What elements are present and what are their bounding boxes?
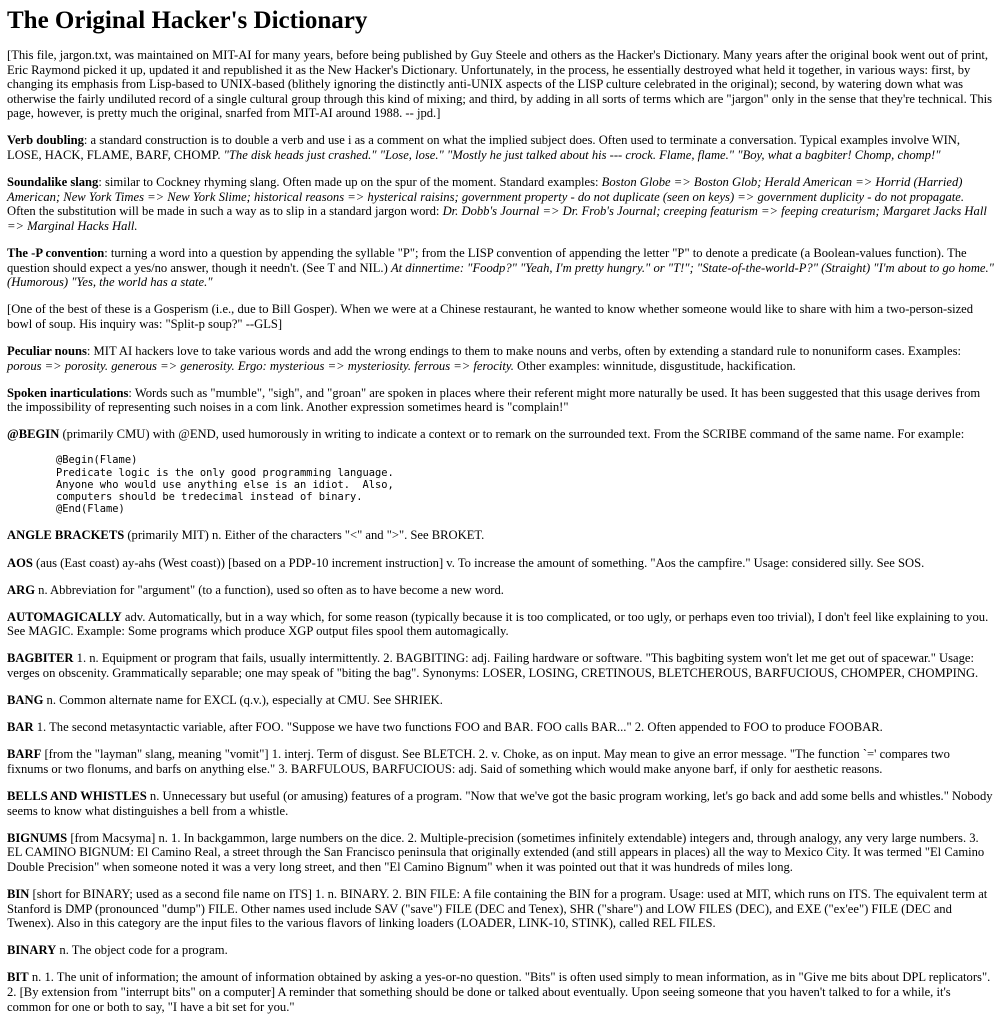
dictionary-entry <box>7 610 994 639</box>
entry-term: ARG <box>7 582 35 597</box>
entry-text: : turning a word into a question by appending the syllable "P"; from the LISP convention of appending the letter "P" to denote a predicate (a Boolean-values function). The question should expect a yes/no answer, though it needn't. (See T and NIL.) <box>7 246 967 275</box>
entry-text: : a standard construction is to double a verb and use i as a comment on what the implied subject does. Often used to terminate a conversation. Typical examples involve WIN, LOSE, HACK, FLAME, BARF, CHOMP. <box>7 133 961 163</box>
entry-examples: At dinnertime: "Foodp?" "Yeah, I'm pretty hungry." or "T!"; "State-of-the-world-P?" (Straight) "I'm about to go home." (Humorous) "Yes, the world has a state." <box>7 260 994 290</box>
entry-examples: porous => porosity. generous => generosity. Ergo: mysterious => mysteriosity. ferrous => ferocity. <box>7 358 514 373</box>
entry-verb-doubling <box>7 133 994 162</box>
dictionary-entry <box>7 693 994 708</box>
entry-text: 1. The second metasyntactic variable, after FOO. "Suppose we have two functions FOO and BAR. FOO calls BAR..." 2. Often appended to FOO to produce FOOBAR. <box>33 720 883 735</box>
entry-term: BIT <box>7 970 29 985</box>
entry-term: BELLS AND WHISTLES <box>7 789 147 804</box>
entry-examples: "The disk heads just crashed." "Lose, lose." "Mostly he just talked about his --- crock. Flame, flame." "Boy, what a bagbiter! Chomp, chomp!" <box>223 148 941 163</box>
dictionary-entry <box>7 831 994 875</box>
entry-p-convention <box>7 246 994 290</box>
page-title: The Original Hacker's Dictionary <box>7 7 368 34</box>
dictionary-entries <box>7 528 994 1014</box>
entry-term: BIGNUMS <box>7 830 68 845</box>
entry-term: @BEGIN <box>7 427 60 442</box>
entry-spoken-inarticulations <box>7 386 994 415</box>
entry-term: BARF <box>7 747 42 762</box>
entry-soundalike-slang <box>7 175 994 233</box>
entry-term: BINARY <box>7 943 57 958</box>
entry-text: [from the "layman" slang, meaning "vomit"] 1. interj. Term of disgust. See BLETCH. 2. v. Choke, as on input. May mean to give an error message. "The function `=' compares two fixnums or two flonums, and barfs on anything else." 3. BARFULOUS, BARFUCIOUS: adj. Said of something which would make anyone barf, if only for aesthetic reasons. <box>7 747 950 776</box>
dictionary-entry <box>7 651 994 680</box>
entry-term: ANGLE BRACKETS <box>7 528 125 543</box>
entry-text: 1. n. Equipment or program that fails, usually intermittently. 2. BAGBITING: adj. Failing hardware or software. "This bagbiting system won't let me get out of spacewar." Usage: verges on obscenity. Grammatically separable; one may speak of "biting the bag". Synonyms: LOSER, LOSING, CRETINOUS, BLETCHEROUS, BARFUCIOUS, CHOMPER, CHOMPING. <box>7 651 979 681</box>
entry-text: n. The object code for a program. <box>56 943 228 958</box>
dictionary-entry <box>7 970 994 1014</box>
dictionary-entry <box>7 556 994 571</box>
entry-term: Peculiar nouns <box>7 344 87 358</box>
entry-text: [short for BINARY; used as a second file name on ITS] 1. n. BINARY. 2. BIN FILE: A file containing the BIN for a program. Usage: used at MIT, which runs on ITS. The equivalent term at Stanford is DMP (pronounced "dump") FILE. Other names used include SAV ("save") FILE (DEC and Tenex), SHR ("share") and LOW FILES (DEC), and EXE ("ex'ee") FILE (DEC and Twenex). Also in this category are the input files to the various flavors of linking loaders (LOADER, LINK-10, STINK), called REL FILES. <box>7 886 988 931</box>
entry-text: adv. Automatically, but in a way which, for some reason (typically because it is too complicated, or too ugly, or perhaps even too trivial), I don't feel like explaining to you. See MAGIC. Example: Some programs which produce XGP output files spool them automagically. <box>7 609 989 639</box>
entry-text: Often the substitution will be made in such a way as to slip in a standard jargon word: <box>7 204 443 219</box>
entry-text: (aus (East coast) ay-ahs (West coast)) [based on a PDP-10 increment instruction] v. To increase the amount of something. "Aos the campfire." Usage: considered silly. See SOS. <box>32 555 925 570</box>
entry-begin <box>7 427 994 442</box>
entry-examples: Boston Globe => Boston Glob; Herald American => Horrid (Harried) American; New York Times => New York Slime; historical reasons => hysterical raisins; government property - do not duplicate (seen on keys) => government duplicity - do not propagate. <box>7 175 965 204</box>
entry-term: BAGBITER <box>7 651 74 666</box>
entry-term: AUTOMAGICALLY <box>7 609 122 624</box>
entry-term: Spoken inarticulations <box>7 385 129 400</box>
entry-term: BAR <box>7 720 34 735</box>
dictionary-entry <box>7 887 994 931</box>
entry-text: : MIT AI hackers love to take various words and add the wrong endings to them to make nouns and verbs, often by extending a standard rule to nonuniform cases. Examples: <box>86 344 962 358</box>
entry-term: Soundalike slang <box>7 175 99 190</box>
entry-text: (primarily CMU) with @END, used humorously in writing to indicate a context or to remark on the surrounded text. From the SCRIBE command of the same name. For example: <box>59 427 965 442</box>
dictionary-entry <box>7 747 994 776</box>
entry-term: BANG <box>7 693 44 708</box>
entry-examples: Dr. Dobb's Journal => Dr. Frob's Journal; creeping featurism => feeping creaturism; Margaret Jacks Hall => Marginal Hacks Hall. <box>7 204 987 233</box>
entry-text: Other examples: winnitude, disgustitude, hackification. <box>513 358 796 373</box>
entry-text: n. Abbreviation for "argument" (to a function), used so often as to have become a new word. <box>35 582 504 597</box>
code-example: @Begin(Flame) Predicate logic is the only good programming language. Anyone who would use anything else is an idiot. Also, computers should be tredecimal instead of binary. @End(Flame) <box>56 454 394 516</box>
entry-term: The -P convention <box>7 246 105 261</box>
entry-text: : Words such as "mumble", "sigh", and "groan" are spoken in places where their referent might more naturally be used. It has been suggested that this usage derives from the impossibility of representing such noises in a com link. Another expression sometimes heard is "complain!" <box>7 385 981 415</box>
entry-peculiar-nouns <box>7 344 994 373</box>
entry-term: AOS <box>7 555 33 570</box>
entry-term: Verb doubling <box>7 133 84 148</box>
dictionary-entry <box>7 583 994 598</box>
intro-paragraph: [This file, jargon.txt, was maintained on MIT-AI for many years, before being published by Guy Steele and others as the Hacker's Dictionary. Many years after the original book went out of print, Eric Raymond picked it up, updated it and republished it as the New Hacker's Dictionary. Unfortunately, in the process, he essentially destroyed what held it together, in various ways: first, by changing its emphasis from Lisp-based to UNIX-based (blithely ignoring the distinctly anti-UNIX aspects of the LISP culture celebrated in the original); second, by watering down what was otherwise the fairly undiluted record of a single cultural group through this kind of mixing; and third, by adding in all sorts of terms which are "jargon" only in the sense that they're technical. This page, however, is pretty much the original, snarfed from MIT-AI around 1988. -- jpd.] <box>7 48 993 121</box>
entry-text: : similar to Cockney rhyming slang. Often made up on the spur of the moment. Standard examples: <box>98 175 602 190</box>
dictionary-entry <box>7 789 994 818</box>
entry-text: n. Common alternate name for EXCL (q.v.), especially at CMU. See SHRIEK. <box>43 693 443 708</box>
entry-text: n. Unnecessary but useful (or amusing) features of a program. "Now that we've got the basic program working, let's go back and add some bells and whistles." Nobody seems to know what distinguishes a bell from a whistle. <box>7 789 993 818</box>
entry-term: BIN <box>7 886 30 901</box>
dictionary-entry <box>7 720 994 735</box>
entry-text: n. 1. The unit of information; the amount of information obtained by asking a yes-or-no question. "Bits" is often used simply to mean information, as in "Give me bits about DPL replicators". 2. [By extension from "interrupt bits" on a computer] A reminder that something should be done or talked about eventually. Upon seeing someone that you haven't talked to for a while, it's common for one or both to say, "I have a bit set for you." <box>7 970 991 1014</box>
dictionary-entry <box>7 528 994 543</box>
entry-text: [from Macsyma] n. 1. In backgammon, large numbers on the dice. 2. Multiple-precision (sometimes infinitely extendable) integers and, through analogy, any very large numbers. 3. EL CAMINO BIGNUM: El Camino Real, a street through the San Francisco peninsula that originally extended (and still appears in places) all the way to Mexico City. It was termed "El Camino Double Precision" when someone noted it was a very long street, and then "El Camino Bignum" when it was pointed out that it was hundreds of miles long. <box>7 830 985 874</box>
gosperism-paragraph: [One of the best of these is a Gosperism (i.e., due to Bill Gosper). When we were at a Chinese restaurant, he wanted to know whether someone would like to share with him a two-person-sized bowl of soup. His inquiry was: "Split-p soup?" --GLS] <box>7 302 974 331</box>
dictionary-entry <box>7 943 994 958</box>
entry-text: (primarily MIT) n. Either of the characters "<" and ">". See BROKET. <box>124 528 485 543</box>
